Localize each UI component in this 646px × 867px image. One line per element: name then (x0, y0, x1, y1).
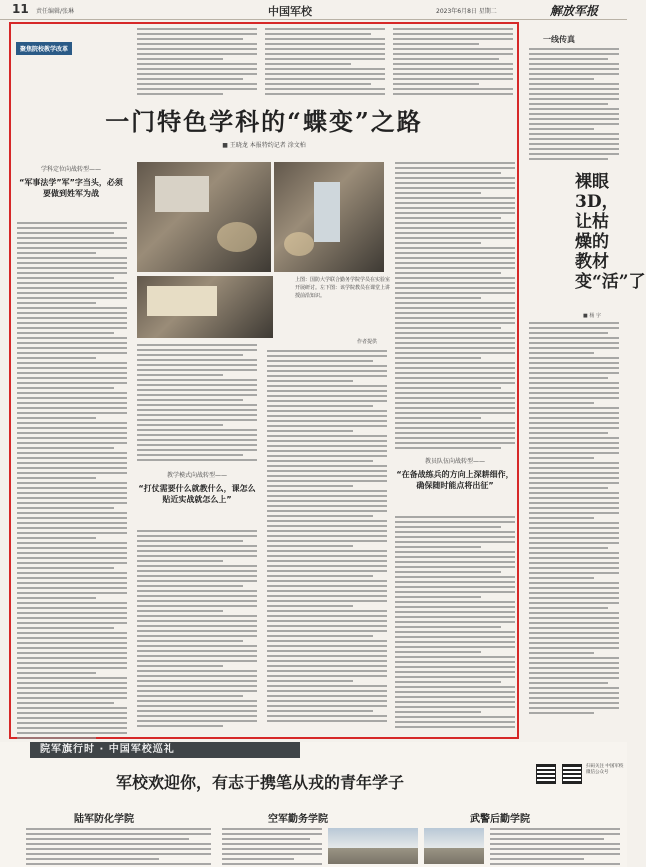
band-banner: 院军旗行时 · 中国军校巡礼 (30, 742, 300, 758)
right-text-top (529, 48, 619, 166)
qr-caption: 扫码关注 中国军校微信公众号 (586, 764, 624, 775)
right-column-story[interactable] (525, 22, 646, 739)
right-text-bottom (529, 322, 619, 732)
subhead-1 (17, 164, 125, 199)
body-col-3 (267, 350, 387, 734)
newspaper-logo: 解放军报 (550, 4, 599, 18)
qr-code-icon[interactable] (536, 764, 556, 784)
photo-caption: 上图：国防大学联合勤务学院学员在实验室开展研讨。左下图：该学院教员在课堂上讲授前沿知识。 (295, 277, 391, 299)
right-column-tag: 一线传真 (543, 35, 575, 44)
section-title: 中国军校 (268, 5, 312, 18)
masthead (0, 0, 627, 20)
subhead-1-tag: 学科定位向战转型—— (40, 166, 101, 173)
issue-date: 2023年6月8日 星期二 (436, 8, 497, 15)
intro-text-col-3 (393, 28, 513, 88)
school-3-text (490, 828, 620, 866)
intro-text-col-2 (265, 28, 385, 88)
body-col-2b (137, 530, 257, 734)
school-name-1: 陆军防化学院 (74, 814, 134, 825)
body-col-4b (395, 516, 515, 734)
school-3-photo (424, 828, 484, 864)
right-column-headline: 裸眼3D，让枯燥的教材变“活”了 (575, 172, 646, 292)
subhead-2-title: “打仗需要什么就教什么，课怎么贴近实战就怎么上” (138, 484, 256, 504)
subhead-2 (137, 470, 257, 505)
page-number: 11 (12, 2, 29, 16)
subhead-1-title: “军事法学”军”字当头，必须要做到姓军为战 (19, 178, 123, 198)
school-name-2: 空军勤务学院 (268, 814, 328, 825)
column-label: 聚焦院校教学改革 (16, 42, 72, 55)
body-col-4a (395, 162, 515, 452)
photo-credit: 作者提供 (357, 339, 378, 345)
school-2-photo (328, 828, 418, 864)
qr-code-icon[interactable] (562, 764, 582, 784)
military-academy-band[interactable] (0, 742, 627, 867)
article-headline: 一门特色学科的“蝶变”之路 (105, 107, 423, 136)
lecture-photo (137, 276, 273, 338)
classroom-photo (137, 162, 271, 272)
subhead-3-title: “在备战练兵的方向上深耕细作，确保随时能点将出征” (396, 470, 514, 490)
subhead-2-tag: 教学模式向战转型—— (166, 472, 227, 479)
school-2-text (222, 828, 322, 866)
school-name-3: 武警后勤学院 (470, 814, 530, 825)
band-headline: 军校欢迎你，有志于携笔从戎的青年学子 (115, 773, 404, 792)
intro-text-col-1 (137, 28, 257, 88)
feature-article[interactable] (9, 22, 519, 739)
body-col-1 (17, 222, 127, 732)
subhead-3-tag: 教员队伍向战转型—— (424, 458, 485, 465)
body-col-2a (137, 344, 257, 464)
lab-photo (274, 162, 384, 272)
subhead-3 (395, 456, 515, 491)
school-1-text (26, 828, 211, 866)
article-byline: ■ 王晓龙 本报特约记者 涂文柏 (222, 142, 306, 149)
page-editor: 责任编辑/张琳 (36, 8, 75, 15)
right-column-author: ■ 杨 宇 (583, 313, 601, 319)
